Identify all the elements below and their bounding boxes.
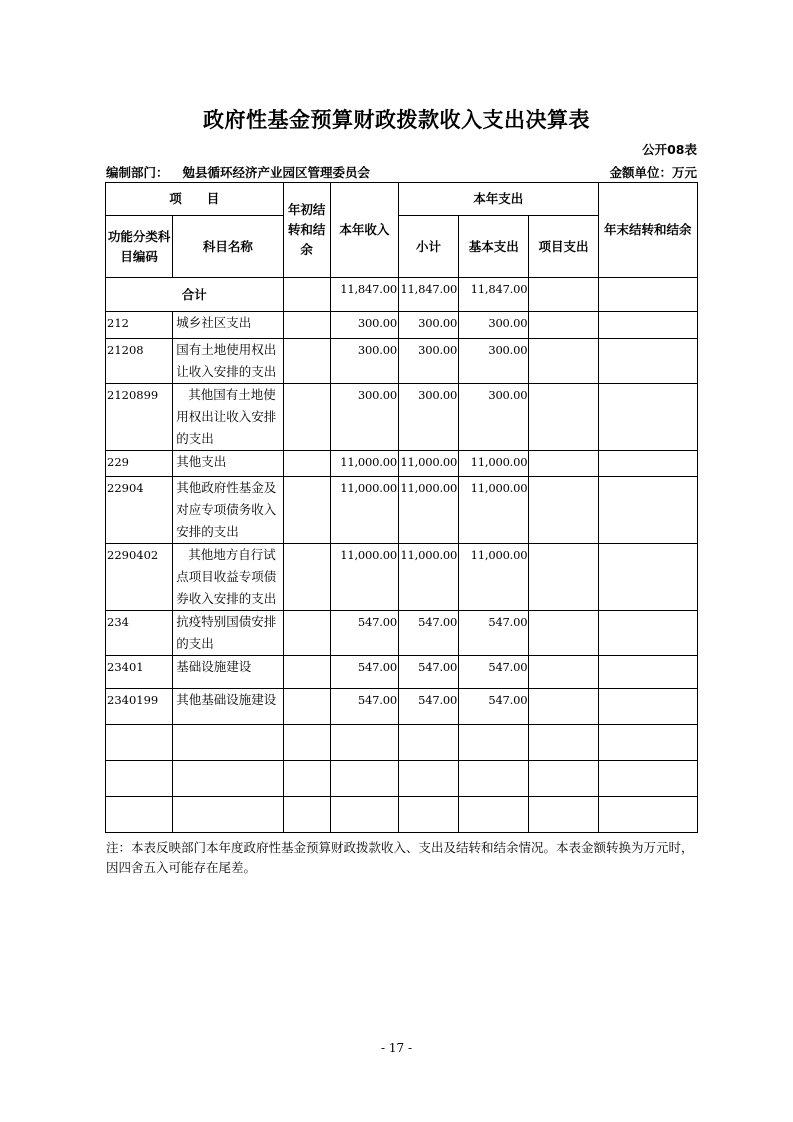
- total-closing: [598, 278, 697, 312]
- row-code: 23401: [106, 656, 173, 689]
- total-row: [106, 278, 698, 312]
- row-opening: [283, 339, 330, 384]
- row-code: 2120899: [106, 384, 173, 451]
- row-opening: [283, 544, 330, 611]
- header-subtotal: 小计: [398, 216, 458, 278]
- row-subtotal: 300.00: [398, 312, 458, 339]
- row-subtotal: 11,000.00: [398, 544, 458, 611]
- table-id: 公开08表: [642, 142, 697, 157]
- row-income: 547.00: [330, 689, 398, 725]
- row-opening: [283, 611, 330, 656]
- row-name: 国有土地使用权出让收入安排的支出: [173, 339, 283, 384]
- row-closing: [598, 544, 697, 611]
- row-name: 抗疫特别国债安排的支出: [173, 611, 283, 656]
- row-basic: 547.00: [459, 689, 529, 725]
- row-basic: 300.00: [459, 312, 529, 339]
- row-income: 547.00: [330, 656, 398, 689]
- row-project: [529, 384, 598, 451]
- row-subtotal: 300.00: [398, 339, 458, 384]
- row-project: [529, 611, 598, 656]
- row-income: 11,000.00: [330, 451, 398, 477]
- table-row: [106, 656, 698, 689]
- row-name: 其他地方自行试点项目收益专项债券收入安排的支出: [173, 544, 283, 611]
- row-basic: 300.00: [459, 384, 529, 451]
- row-basic: 547.00: [459, 611, 529, 656]
- page-number: - 17 -: [380, 1041, 412, 1055]
- header-opening-balance: 年初结转和结余: [283, 183, 330, 278]
- table-row: [106, 689, 698, 725]
- total-subtotal: 11,847.00: [398, 278, 458, 312]
- header-expenditure: 本年支出: [398, 183, 598, 216]
- total-opening: [283, 278, 330, 312]
- row-code: 22904: [106, 477, 173, 544]
- unit-label: 金额单位：万元: [609, 165, 697, 180]
- row-subtotal: 547.00: [398, 611, 458, 656]
- header-subject-name: 科目名称: [173, 216, 283, 278]
- row-closing: [598, 656, 697, 689]
- header-func-code: 功能分类科目编码: [106, 216, 173, 278]
- header-project: 项 目: [106, 183, 284, 216]
- row-subtotal: 300.00: [398, 384, 458, 451]
- table-row: [106, 544, 698, 611]
- table-row: [106, 611, 698, 656]
- row-project: [529, 477, 598, 544]
- header-project-exp: 项目支出: [529, 216, 598, 278]
- row-name: 基础设施建设: [173, 656, 283, 689]
- header-income: 本年收入: [330, 183, 398, 278]
- header-closing-balance: 年末结转和结余: [598, 183, 697, 278]
- row-opening: [283, 451, 330, 477]
- page-title: 政府性基金预算财政拨款收入支出决算表: [203, 108, 590, 132]
- row-subtotal: 547.00: [398, 689, 458, 725]
- empty-row: [106, 725, 698, 761]
- row-opening: [283, 384, 330, 451]
- row-income: 547.00: [330, 611, 398, 656]
- empty-row: [106, 797, 698, 833]
- row-subtotal: 11,000.00: [398, 451, 458, 477]
- department: [106, 163, 370, 181]
- row-closing: [598, 477, 697, 544]
- row-basic: 300.00: [459, 339, 529, 384]
- row-closing: [598, 384, 697, 451]
- row-closing: [598, 611, 697, 656]
- department-label: 编制部门：: [106, 165, 169, 180]
- table-row: [106, 339, 698, 384]
- table-row: [106, 384, 698, 451]
- row-closing: [598, 451, 697, 477]
- row-project: [529, 451, 598, 477]
- row-opening: [283, 312, 330, 339]
- total-project: [529, 278, 598, 312]
- row-income: 11,000.00: [330, 544, 398, 611]
- row-code: 212: [106, 312, 173, 339]
- row-name: 城乡社区支出: [173, 312, 283, 339]
- row-closing: [598, 339, 697, 384]
- row-subtotal: 11,000.00: [398, 477, 458, 544]
- row-name: 其他国有土地使用权出让收入安排的支出: [173, 384, 283, 451]
- row-income: 300.00: [330, 384, 398, 451]
- total-label: 合计: [106, 278, 284, 312]
- total-income: 11,847.00: [330, 278, 398, 312]
- table-row: [106, 451, 698, 477]
- row-opening: [283, 656, 330, 689]
- empty-row: [106, 761, 698, 797]
- row-name: 其他政府性基金及对应专项债务收入安排的支出: [173, 477, 283, 544]
- row-basic: 547.00: [459, 656, 529, 689]
- row-code: 21208: [106, 339, 173, 384]
- budget-table: [105, 182, 698, 833]
- row-income: 300.00: [330, 312, 398, 339]
- row-code: 2340199: [106, 689, 173, 725]
- row-opening: [283, 477, 330, 544]
- row-project: [529, 312, 598, 339]
- row-code: 2290402: [106, 544, 173, 611]
- row-closing: [598, 689, 697, 725]
- row-basic: 11,000.00: [459, 477, 529, 544]
- row-basic: 11,000.00: [459, 451, 529, 477]
- header-basic: 基本支出: [459, 216, 529, 278]
- row-name: 其他支出: [173, 451, 283, 477]
- table-row: [106, 312, 698, 339]
- row-closing: [598, 312, 697, 339]
- row-code: 234: [106, 611, 173, 656]
- row-opening: [283, 689, 330, 725]
- total-basic: 11,847.00: [459, 278, 529, 312]
- row-code: 229: [106, 451, 173, 477]
- table-row: [106, 477, 698, 544]
- row-project: [529, 689, 598, 725]
- row-income: 11,000.00: [330, 477, 398, 544]
- row-project: [529, 339, 598, 384]
- footnote: 注：本表反映部门本年度政府性基金预算财政拨款收入、支出及结转和结余情况。本表金额转换为万元时，因四舍五入可能存在尾差。: [106, 840, 694, 875]
- row-subtotal: 547.00: [398, 656, 458, 689]
- row-project: [529, 544, 598, 611]
- row-project: [529, 656, 598, 689]
- row-basic: 11,000.00: [459, 544, 529, 611]
- department-name: 勉县循环经济产业园区管理委员会: [182, 165, 371, 180]
- row-income: 300.00: [330, 339, 398, 384]
- row-name: 其他基础设施建设: [173, 689, 283, 725]
